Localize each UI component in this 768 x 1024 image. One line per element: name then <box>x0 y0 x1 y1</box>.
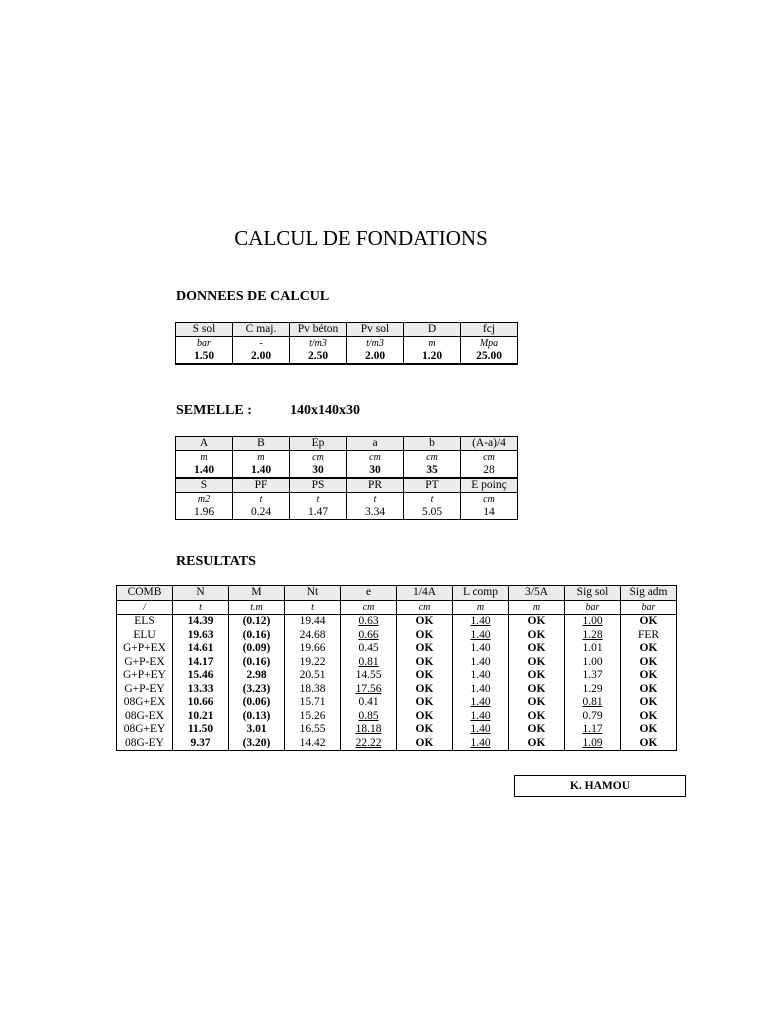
result-cell: OK <box>397 642 453 656</box>
result-cell: 1.40 <box>453 737 509 751</box>
donnees-header-row <box>176 323 518 337</box>
header-cell: b <box>404 437 461 451</box>
result-cell: 1.37 <box>565 669 621 683</box>
result-cell: 0.85 <box>341 710 397 724</box>
result-cell: (0.16) <box>229 656 285 670</box>
result-cell: 15.26 <box>285 710 341 724</box>
result-cell: G+P+EY <box>117 669 173 683</box>
unit-cell: m <box>509 600 565 615</box>
unit-cell: cm <box>347 451 404 465</box>
header-cell: M <box>229 586 285 601</box>
result-cell: OK <box>621 737 677 751</box>
result-cell: OK <box>397 723 453 737</box>
result-cell: 08G-EY <box>117 737 173 751</box>
unit-cell: m <box>404 337 461 351</box>
resultats-heading: RESULTATS <box>176 554 256 569</box>
unit-cell: cm <box>290 451 347 465</box>
value-cell: 1.50 <box>176 350 233 364</box>
header-cell: B <box>233 437 290 451</box>
result-cell: 14.42 <box>285 737 341 751</box>
result-cell: OK <box>397 615 453 629</box>
result-cell: 1.40 <box>453 683 509 697</box>
result-cell: OK <box>509 723 565 737</box>
result-cell: 17.56 <box>341 683 397 697</box>
result-cell: 1.40 <box>453 723 509 737</box>
result-cell: 0.81 <box>341 656 397 670</box>
value-cell: 5.05 <box>404 506 461 520</box>
result-cell: 14.55 <box>341 669 397 683</box>
result-cell: OK <box>621 683 677 697</box>
result-cell: 14.17 <box>173 656 229 670</box>
unit-cell: Mpa <box>461 337 518 351</box>
value-cell: 2.00 <box>347 350 404 364</box>
value-cell: 1.96 <box>176 506 233 520</box>
result-cell: 2.98 <box>229 669 285 683</box>
result-cell: 1.00 <box>565 615 621 629</box>
author-box: K. HAMOU <box>514 775 686 797</box>
table-row <box>117 629 677 643</box>
result-cell: 19.66 <box>285 642 341 656</box>
result-cell: OK <box>621 723 677 737</box>
result-cell: OK <box>397 710 453 724</box>
result-cell: 0.79 <box>565 710 621 724</box>
result-cell: 08G+EX <box>117 696 173 710</box>
result-cell: 1.09 <box>565 737 621 751</box>
result-cell: OK <box>509 737 565 751</box>
value-cell: 35 <box>404 464 461 478</box>
semelle-unit-row-2 <box>176 493 518 507</box>
header-cell: fcj <box>461 323 518 337</box>
result-cell: ELU <box>117 629 173 643</box>
table-row <box>117 737 677 751</box>
result-cell: 20.51 <box>285 669 341 683</box>
result-cell: 9.37 <box>173 737 229 751</box>
result-cell: 19.63 <box>173 629 229 643</box>
header-cell: D <box>404 323 461 337</box>
header-cell: C maj. <box>233 323 290 337</box>
result-cell: 14.61 <box>173 642 229 656</box>
result-cell: 13.33 <box>173 683 229 697</box>
result-cell: 10.66 <box>173 696 229 710</box>
unit-cell: m <box>453 600 509 615</box>
unit-cell: t <box>233 493 290 507</box>
result-cell: 24.68 <box>285 629 341 643</box>
result-cell: OK <box>509 683 565 697</box>
value-cell: 30 <box>290 464 347 478</box>
result-cell: OK <box>621 710 677 724</box>
result-cell: 19.22 <box>285 656 341 670</box>
unit-cell: t <box>285 600 341 615</box>
donnees-heading: DONNEES DE CALCUL <box>176 289 330 304</box>
table-row <box>117 656 677 670</box>
header-cell: Pv béton <box>290 323 347 337</box>
semelle-value-row <box>176 464 518 478</box>
result-cell: OK <box>509 696 565 710</box>
result-cell: OK <box>397 737 453 751</box>
result-cell: 3.01 <box>229 723 285 737</box>
table-row <box>117 696 677 710</box>
value-cell: 28 <box>461 464 518 478</box>
value-cell: 0.24 <box>233 506 290 520</box>
result-cell: 1.00 <box>565 656 621 670</box>
header-cell: (A-a)/4 <box>461 437 518 451</box>
header-cell: Ep <box>290 437 347 451</box>
result-cell: 1.40 <box>453 669 509 683</box>
result-cell: OK <box>509 642 565 656</box>
unit-cell: t <box>290 493 347 507</box>
unit-cell: t/m3 <box>290 337 347 351</box>
result-cell: OK <box>621 696 677 710</box>
result-cell: 1.40 <box>453 696 509 710</box>
result-cell: 0.63 <box>341 615 397 629</box>
result-cell: 11.50 <box>173 723 229 737</box>
unit-cell: cm <box>397 600 453 615</box>
result-cell: OK <box>621 669 677 683</box>
header-cell: 1/4A <box>397 586 453 601</box>
header-cell: PF <box>233 478 290 493</box>
result-cell: OK <box>509 629 565 643</box>
unit-cell: cm <box>461 493 518 507</box>
result-cell: 1.40 <box>453 710 509 724</box>
result-cell: OK <box>509 615 565 629</box>
result-cell: (0.09) <box>229 642 285 656</box>
header-cell: S sol <box>176 323 233 337</box>
result-cell: 08G-EX <box>117 710 173 724</box>
result-cell: 0.66 <box>341 629 397 643</box>
unit-cell: cm <box>341 600 397 615</box>
result-cell: 14.39 <box>173 615 229 629</box>
result-cell: 1.40 <box>453 642 509 656</box>
unit-cell: bar <box>176 337 233 351</box>
table-row <box>117 669 677 683</box>
result-cell: 1.29 <box>565 683 621 697</box>
result-cell: 1.28 <box>565 629 621 643</box>
unit-cell: m2 <box>176 493 233 507</box>
semelle-heading: SEMELLE : <box>176 403 252 418</box>
page-title: CALCUL DE FONDATIONS <box>234 226 488 250</box>
resultats-table <box>116 585 677 751</box>
donnees-value-row <box>176 350 518 364</box>
unit-cell: / <box>117 600 173 615</box>
result-cell: G+P-EX <box>117 656 173 670</box>
table-row <box>117 683 677 697</box>
unit-cell: bar <box>621 600 677 615</box>
donnees-unit-row <box>176 337 518 351</box>
unit-cell: t/m3 <box>347 337 404 351</box>
result-cell: 10.21 <box>173 710 229 724</box>
result-cell: OK <box>397 656 453 670</box>
result-cell: OK <box>509 669 565 683</box>
header-cell: Sig adm <box>621 586 677 601</box>
result-cell: 1.17 <box>565 723 621 737</box>
value-cell: 2.00 <box>233 350 290 364</box>
semelle-unit-row <box>176 451 518 465</box>
resultats-body <box>117 615 677 751</box>
value-cell: 1.47 <box>290 506 347 520</box>
unit-cell: t <box>347 493 404 507</box>
unit-cell: cm <box>461 451 518 465</box>
semelle-header-row-2 <box>176 478 518 493</box>
result-cell: FER <box>621 629 677 643</box>
result-cell: 1.40 <box>453 615 509 629</box>
semelle-header-row <box>176 437 518 451</box>
result-cell: 0.81 <box>565 696 621 710</box>
header-cell: S <box>176 478 233 493</box>
unit-cell: m <box>233 451 290 465</box>
header-cell: 3/5A <box>509 586 565 601</box>
unit-cell: - <box>233 337 290 351</box>
unit-cell: t <box>173 600 229 615</box>
result-cell: OK <box>621 656 677 670</box>
result-cell: 22.22 <box>341 737 397 751</box>
header-cell: PT <box>404 478 461 493</box>
result-cell: OK <box>397 696 453 710</box>
result-cell: OK <box>397 683 453 697</box>
result-cell: (0.13) <box>229 710 285 724</box>
result-cell: (0.16) <box>229 629 285 643</box>
table-row <box>117 615 677 629</box>
result-cell: 0.45 <box>341 642 397 656</box>
unit-cell: cm <box>404 451 461 465</box>
result-cell: (0.06) <box>229 696 285 710</box>
result-cell: 1.40 <box>453 656 509 670</box>
value-cell: 1.40 <box>233 464 290 478</box>
result-cell: (3.20) <box>229 737 285 751</box>
result-cell: 15.46 <box>173 669 229 683</box>
value-cell: 25.00 <box>461 350 518 364</box>
header-cell: e <box>341 586 397 601</box>
table-row <box>117 723 677 737</box>
result-cell: OK <box>621 642 677 656</box>
value-cell: 1.40 <box>176 464 233 478</box>
unit-cell: m <box>176 451 233 465</box>
result-cell: OK <box>621 615 677 629</box>
unit-cell: t <box>404 493 461 507</box>
header-cell: PR <box>347 478 404 493</box>
donnees-table <box>175 322 518 365</box>
result-cell: 08G+EY <box>117 723 173 737</box>
resultats-header-row <box>117 586 677 601</box>
header-cell: PS <box>290 478 347 493</box>
result-cell: OK <box>397 669 453 683</box>
header-cell: Pv sol <box>347 323 404 337</box>
semelle-table <box>175 436 518 520</box>
header-cell: a <box>347 437 404 451</box>
value-cell: 14 <box>461 506 518 520</box>
result-cell: G+P-EY <box>117 683 173 697</box>
header-cell: A <box>176 437 233 451</box>
semelle-dimension: 140x140x30 <box>290 403 360 418</box>
semelle-value-row-2 <box>176 506 518 520</box>
result-cell: 16.55 <box>285 723 341 737</box>
result-cell: 18.38 <box>285 683 341 697</box>
result-cell: ELS <box>117 615 173 629</box>
table-row <box>117 642 677 656</box>
value-cell: 3.34 <box>347 506 404 520</box>
header-cell: E poinç <box>461 478 518 493</box>
result-cell: 0.41 <box>341 696 397 710</box>
result-cell: G+P+EX <box>117 642 173 656</box>
table-row <box>117 710 677 724</box>
header-cell: N <box>173 586 229 601</box>
unit-cell: t.m <box>229 600 285 615</box>
value-cell: 2.50 <box>290 350 347 364</box>
result-cell: 18.18 <box>341 723 397 737</box>
header-cell: Sig sol <box>565 586 621 601</box>
header-cell: Nt <box>285 586 341 601</box>
unit-cell: bar <box>565 600 621 615</box>
value-cell: 30 <box>347 464 404 478</box>
result-cell: (3.23) <box>229 683 285 697</box>
result-cell: OK <box>397 629 453 643</box>
result-cell: (0.12) <box>229 615 285 629</box>
header-cell: COMB <box>117 586 173 601</box>
header-cell: L comp <box>453 586 509 601</box>
resultats-unit-row <box>117 600 677 615</box>
result-cell: OK <box>509 656 565 670</box>
result-cell: OK <box>509 710 565 724</box>
result-cell: 1.40 <box>453 629 509 643</box>
result-cell: 15.71 <box>285 696 341 710</box>
result-cell: 19.44 <box>285 615 341 629</box>
result-cell: 1.01 <box>565 642 621 656</box>
value-cell: 1.20 <box>404 350 461 364</box>
